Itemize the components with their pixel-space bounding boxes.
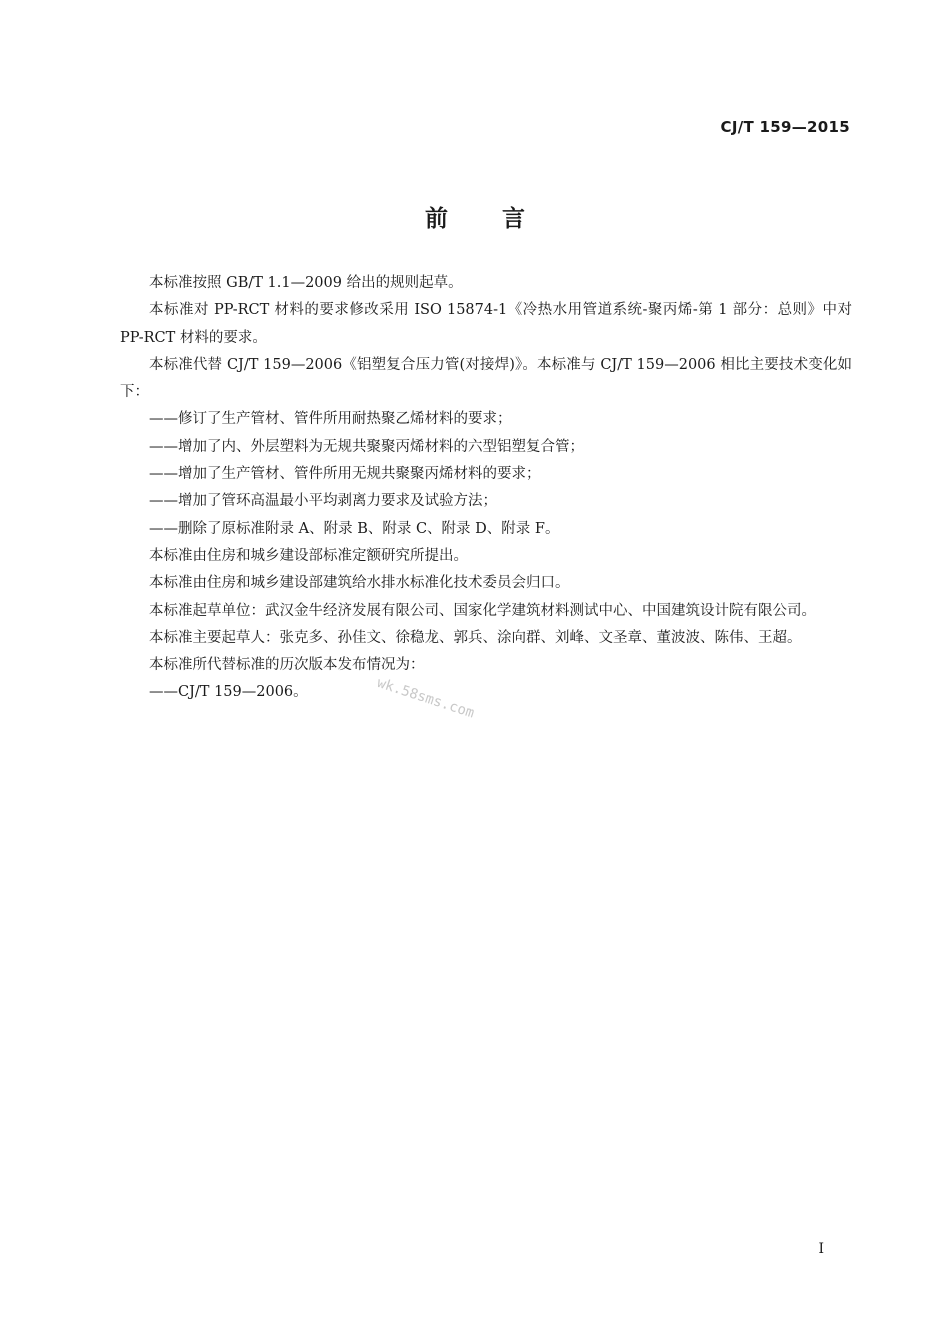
list-item: ——删除了原标准附录 A、附录 B、附录 C、附录 D、附录 F。 [149, 520, 560, 537]
watermark: wk.58sms.com [375, 675, 477, 722]
list-item: ——增加了管环高温最小平均剥离力要求及试验方法； [149, 493, 497, 510]
paragraph: 本标准由住房和城乡建设部标准定额研究所提出。 [149, 547, 468, 564]
paragraph: 本标准对 PP-RCT 材料的要求修改采用 ISO 15874-1《冷热水用管道系统-聚丙烯-第 1 部分：总则》中对 PP-RCT 材料的要求。 [120, 302, 852, 346]
standard-code: CJ/T 159—2015 [720, 118, 850, 136]
paragraph: 本标准代替 CJ/T 159—2006《铝塑复合压力管(对接焊)》。本标准与 CJ/T 159—2006 相比主要技术变化如下： [120, 356, 852, 401]
list-item: ——增加了内、外层塑料为无规共聚聚丙烯材料的六型铝塑复合管； [149, 438, 584, 455]
paragraph: 本标准由住房和城乡建设部建筑给水排水标准化技术委员会归口。 [149, 575, 570, 592]
paragraph: 本标准起草单位：武汉金牛经济发展有限公司、国家化学建筑材料测试中心、中国建筑设计院有限公司。 [149, 602, 816, 619]
page-title: 前言 [425, 206, 579, 232]
preface-body [120, 270, 852, 707]
paragraph: 本标准所代替标准的历次版本发布情况为： [149, 657, 425, 674]
list-item: ——CJ/T 159—2006。 [149, 684, 308, 701]
list-item: ——增加了生产管材、管件所用无规共聚聚丙烯材料的要求； [149, 466, 541, 483]
paragraph: 本标准主要起草人：张克多、孙佳文、徐稳龙、郭兵、涂向群、刘峰、文圣章、董波波、陈伟、王超。 [149, 629, 802, 646]
page-number: I [818, 1241, 824, 1257]
paragraph: 本标准按照 GB/T 1.1—2009 给出的规则起草。 [149, 275, 463, 291]
list-item: ——修订了生产管材、管件所用耐热聚乙烯材料的要求； [149, 411, 512, 428]
